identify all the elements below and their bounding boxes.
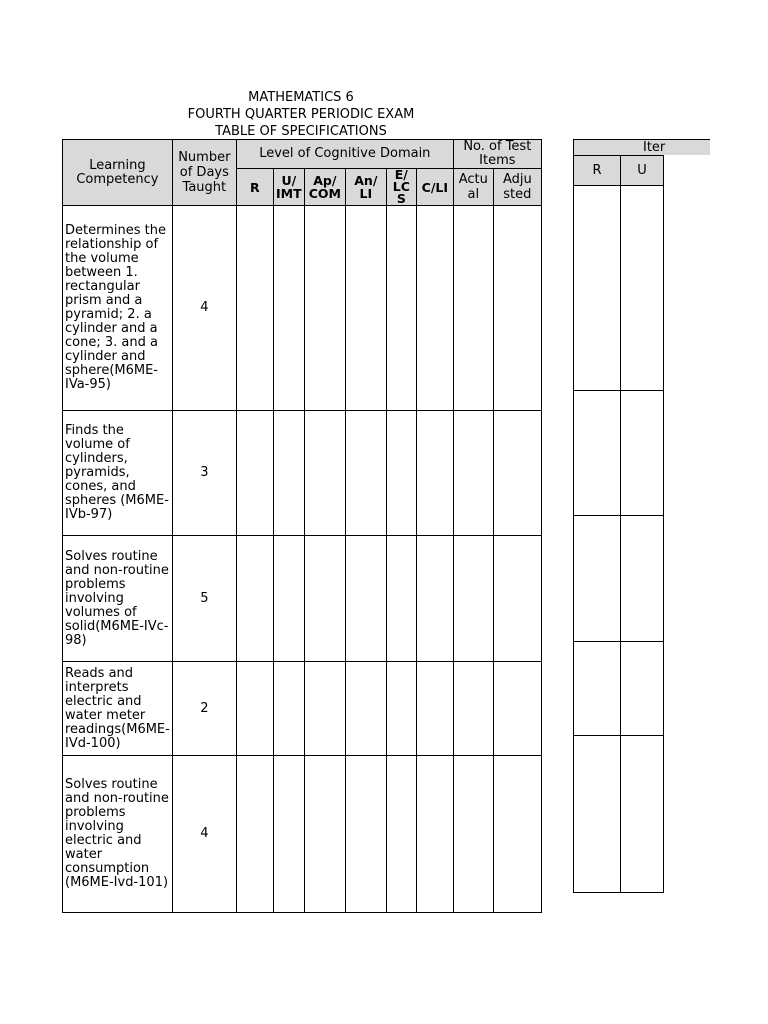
table-of-specifications bbox=[62, 139, 542, 913]
header-level-u-imt: U/ IMT bbox=[273, 169, 304, 206]
items-header-r: R bbox=[574, 155, 621, 185]
header-cognitive-domain: Level of Cognitive Domain bbox=[236, 140, 453, 169]
competency-cell: Finds the volume of cylinders, pyramids, cones, and spheres (M6ME-IVb-97) bbox=[63, 411, 173, 536]
header-level-e-lcs: E/ LC S bbox=[386, 169, 416, 206]
subject-title: MATHEMATICS 6 bbox=[248, 90, 354, 105]
days-cell: 4 bbox=[172, 206, 236, 411]
items-title-header bbox=[573, 139, 710, 155]
document-heading: TABLE OF SPECIFICATIONS bbox=[215, 124, 387, 139]
table-row bbox=[63, 536, 542, 662]
table-row bbox=[63, 411, 542, 536]
competency-cell: Solves routine and non-routine problems involving volumes of solid(M6ME-IVc-98) bbox=[63, 536, 173, 662]
header-learning-competency: Learning Competency bbox=[63, 140, 173, 206]
header-level-c-li: C/LI bbox=[416, 169, 453, 206]
table-row bbox=[574, 185, 664, 390]
table-row bbox=[63, 206, 542, 411]
header-level-r: R bbox=[236, 169, 273, 206]
header-level-ap-com: Ap/ COM bbox=[304, 169, 345, 206]
days-cell: 5 bbox=[172, 536, 236, 662]
header-number-of-days: Number of Days Taught bbox=[172, 140, 236, 206]
days-cell: 4 bbox=[172, 756, 236, 913]
header-actual: Actu al bbox=[453, 169, 493, 206]
competency-cell: Determines the relationship of the volume between 1. rectangular prism and a pyramid; 2. a cylinder and a cone; 3. and a cylinder and sphere(M6ME-IVa-95) bbox=[63, 206, 173, 411]
table-row bbox=[574, 735, 664, 892]
header-no-of-test-items: No. of Test Items bbox=[453, 140, 541, 169]
header-adjusted: Adju sted bbox=[493, 169, 541, 206]
table-row bbox=[574, 390, 664, 515]
competency-cell: Reads and interprets electric and water meter readings(M6ME-IVd-100) bbox=[63, 662, 173, 756]
exam-title: FOURTH QUARTER PERIODIC EXAM bbox=[187, 107, 415, 122]
competency-cell: Solves routine and non-routine problems involving electric and water consumption (M6ME-Ivd-101) bbox=[63, 756, 173, 913]
days-cell: 3 bbox=[172, 411, 236, 536]
table-row bbox=[574, 641, 664, 735]
items-header-u: U bbox=[621, 155, 664, 185]
table-row bbox=[574, 515, 664, 641]
item-placement-table bbox=[573, 139, 664, 893]
table-row bbox=[63, 662, 542, 756]
table-row bbox=[63, 756, 542, 913]
days-cell: 2 bbox=[172, 662, 236, 756]
header-level-an-li: An/ LI bbox=[345, 169, 386, 206]
items-title-text: Iter bbox=[643, 140, 666, 155]
